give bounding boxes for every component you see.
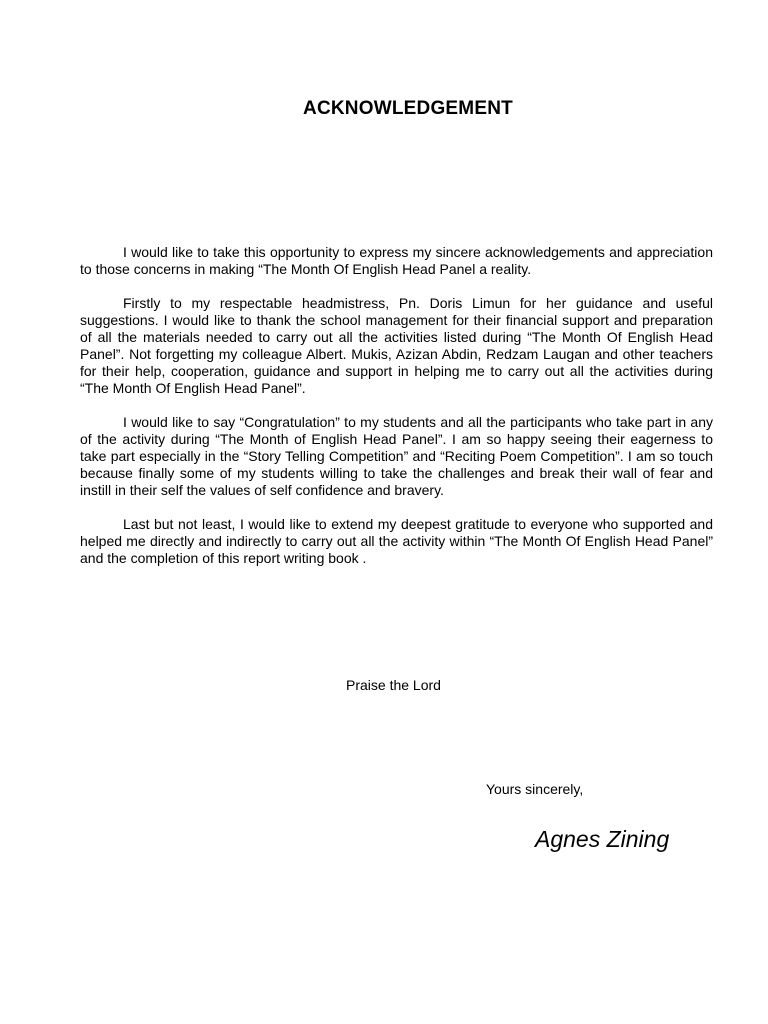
signature-name: Agnes Zining — [535, 826, 670, 852]
closing-line: Praise the Lord — [346, 677, 441, 693]
paragraph-headmistress: Firstly to my respectable headmistress, Pn. Doris Limun for her guidance and useful suggestions. I would like to thank the school management for their financial support and preparation of all the materials needed to carry out all the activities listed during “The Month Of English Head Panel”. Not forgetting my colleague Albert. Mukis, Azizan Abdin, Redzam Laugan and other teachers for their help, cooperation, guidance and support in helping me to carry out all the activities during “The Month Of English Head Panel”. — [80, 295, 713, 396]
paragraph-congratulation: I would like to say “Congratulation” to my students and all the participants who take part in any of the activity during “The Month of English Head Panel”. I am so happy seeing their eagerness to take part especially in the “Story Telling Competition” and “Reciting Poem Competition”. I am so touch because finally some of my students willing to take the challenges and break their wall of fear and instill in their self the values of self confidence and bravery. — [80, 414, 713, 498]
document-body — [80, 244, 713, 584]
paragraph-opportunity: I would like to take this opportunity to express my sincere acknowledgements and appreciation to those concerns in making “The Month Of English Head Panel a reality. — [80, 244, 713, 277]
document-title: ACKNOWLEDGEMENT — [303, 98, 513, 119]
sign-off: Yours sincerely, — [486, 781, 584, 797]
paragraph-gratitude: Last but not least, I would like to extend my deepest gratitude to everyone who supported and helped me directly and indirectly to carry out all the activity within “The Month Of English Head Panel” and the completion of this report writing book . — [80, 516, 713, 566]
